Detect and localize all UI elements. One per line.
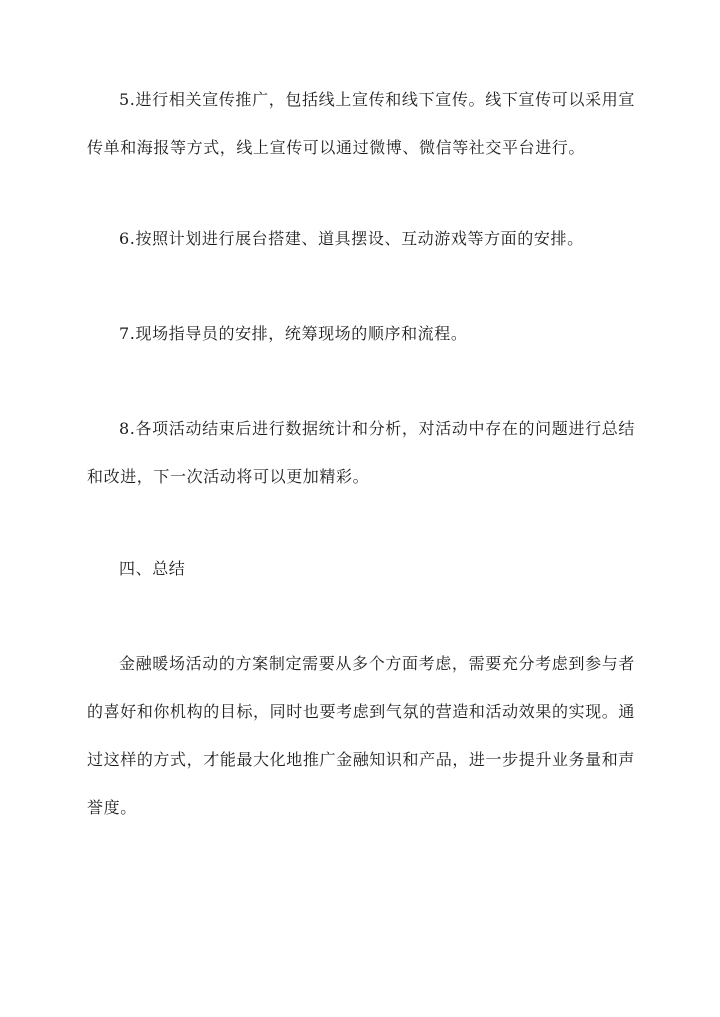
step-7-paragraph: 7.现场指导员的安排，统筹现场的顺序和流程。 bbox=[119, 324, 468, 343]
summary-paragraph: 金融暖场活动的方案制定需要从多个方面考虑，需要充分考虑到参与者的喜好和你机构的目标，同时也要考虑到气氛的营造和活动效果的实现。通过这样的方式，才能最大化地推广金融知识和产品，进一步提升业务量和声誉度。 bbox=[87, 654, 635, 817]
step-6-paragraph: 6.按照计划进行展台搭建、道具摆设、互动游戏等方面的安排。 bbox=[119, 229, 584, 248]
step-5-paragraph: 5.进行相关宣传推广，包括线上宣传和线下宣传。线下宣传可以采用宣传单和海报等方式，线上宣传可以通过微博、微信等社交平台进行。 bbox=[87, 90, 635, 157]
section-heading-summary: 四、总结 bbox=[119, 559, 186, 578]
step-8-paragraph: 8.各项活动结束后进行数据统计和分析，对活动中存在的问题进行总结和改进，下一次活动将可以更加精彩。 bbox=[87, 419, 635, 486]
